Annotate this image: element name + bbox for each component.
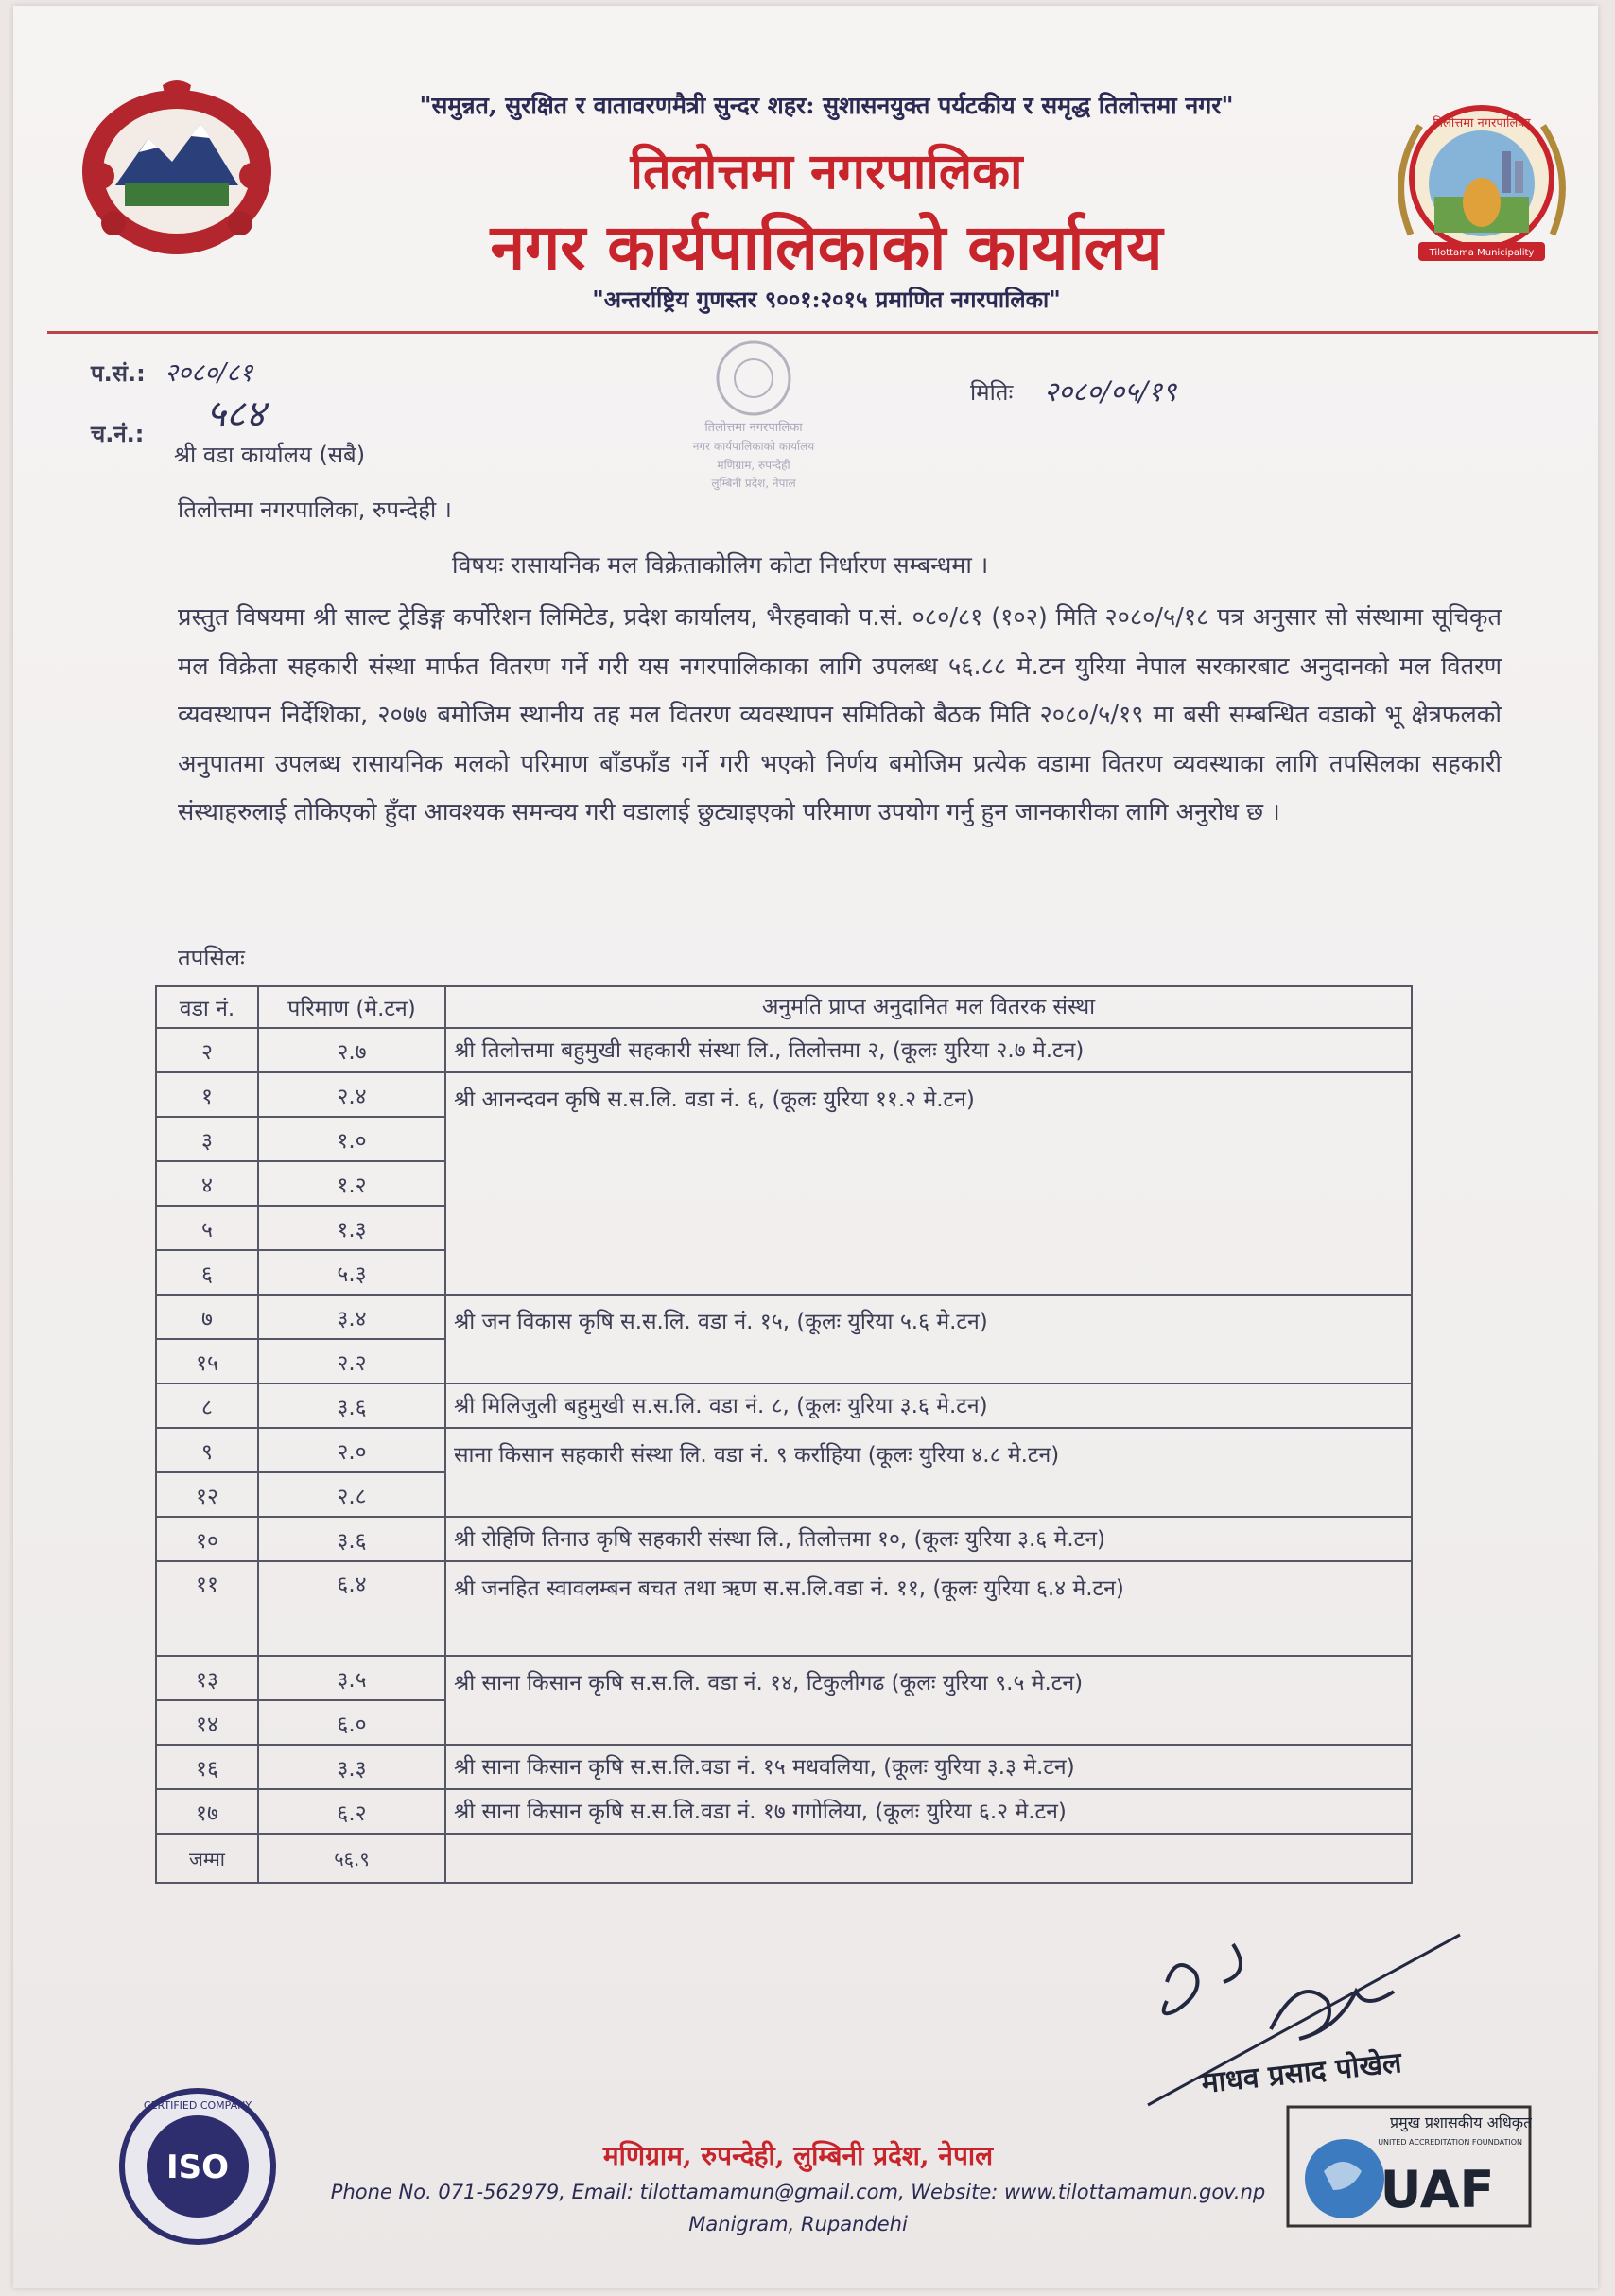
total-value: ५६.९ xyxy=(258,1834,445,1883)
header-ward: वडा नं. xyxy=(156,986,258,1028)
distributor-cell: श्री साना किसान कृषि स.स.लि.वडा नं. १५ मधवलिया, (कूलः युरिया ३.३ मे.टन) xyxy=(445,1745,1412,1789)
ward-cell: १२ xyxy=(156,1472,258,1517)
iso-ring-text: CERTIFIED COMPANY xyxy=(143,2099,252,2112)
logo-caption: तिलोत्तमा नगरपालिका xyxy=(1433,116,1531,130)
iso-certified-badge-icon xyxy=(117,2086,278,2247)
distributor-cell: श्री आनन्दवन कृषि स.स.लि. वडा नं. ६, (कूलः युरिया ११.२ मे.टन) xyxy=(445,1072,1412,1295)
distribution-table xyxy=(155,985,1413,1884)
header-distributor: अनुमति प्राप्त अनुदानित मल वितरक संस्था xyxy=(445,986,1412,1028)
iso-certification-line: "अन्तर्राष्ट्रिय गुणस्तर ९००१:२०१५ प्रमाणित नगरपालिका" xyxy=(592,286,1061,313)
qty-cell: ६.० xyxy=(258,1700,445,1745)
municipality-name: तिलोत्तमा नगरपालिका xyxy=(630,143,1023,200)
table-row xyxy=(156,1072,1412,1117)
qty-cell: १.२ xyxy=(258,1161,445,1206)
table-row xyxy=(156,1428,1412,1472)
ward-cell: ११ xyxy=(156,1561,258,1656)
ward-cell: १० xyxy=(156,1517,258,1561)
signatory-title: प्रमुख प्रशासकीय अधिकृत xyxy=(1390,2113,1532,2131)
qty-cell: १.० xyxy=(258,1117,445,1161)
signatory-name: माधव प्रसाद पोखेल xyxy=(1199,2045,1403,2100)
table-row xyxy=(156,1028,1412,1072)
stamp-line2: नगर कार्यपालिकाको कार्यालय xyxy=(692,440,815,453)
qty-cell: ३.३ xyxy=(258,1745,445,1789)
table-row xyxy=(156,1745,1412,1789)
qty-cell: १.३ xyxy=(258,1206,445,1250)
office-name: नगर कार्यपालिकाको कार्यालय xyxy=(490,210,1163,284)
ward-cell: १४ xyxy=(156,1700,258,1745)
ward-cell: ७ xyxy=(156,1295,258,1339)
ward-cell: ५ xyxy=(156,1206,258,1250)
distributor-cell: श्री जनहित स्वावलम्बन बचत तथा ऋण स.स.लि.वडा नं. ११, (कूलः युरिया ६.४ मे.टन) xyxy=(445,1561,1412,1656)
stamp-line3: मणिग्राम, रुपन्देही xyxy=(717,459,790,472)
qty-cell: ३.४ xyxy=(258,1295,445,1339)
ward-cell: १६ xyxy=(156,1745,258,1789)
qty-cell: ३.५ xyxy=(258,1656,445,1700)
table-row xyxy=(156,1517,1412,1561)
qty-cell: २.२ xyxy=(258,1339,445,1383)
footer-contact: Phone No. 071-562979, Email: tilottamamun@gmail.com, Website: www.tilottamamun.gov.np xyxy=(330,2181,1266,2203)
footer-city: Manigram, Rupandehi xyxy=(688,2213,908,2235)
table-total-row xyxy=(156,1834,1412,1883)
qty-cell: २.० xyxy=(258,1428,445,1472)
ref-label: प.सं.: xyxy=(91,360,146,387)
uaf-text: UAF xyxy=(1380,2160,1495,2219)
distributor-cell: श्री साना किसान कृषि स.स.लि.वडा नं. १७ गगोलिया, (कूलः युरिया ६.२ मे.टन) xyxy=(445,1789,1412,1834)
qty-cell: ३.६ xyxy=(258,1383,445,1428)
table-row xyxy=(156,1383,1412,1428)
footer-address: मणिग्राम, रुपन्देही, लुम्बिनी प्रदेश, नेपाल xyxy=(602,2140,994,2171)
table-row xyxy=(156,1656,1412,1700)
distributor-cell: श्री रोहिणि तिनाउ कृषि सहकारी संस्था लि., तिलोत्तमा १०, (कूलः युरिया ३.६ मे.टन) xyxy=(445,1517,1412,1561)
schedule-label: तपसिलः xyxy=(178,945,245,971)
ward-cell: १ xyxy=(156,1072,258,1117)
distributor-cell: श्री साना किसान कृषि स.स.लि. वडा नं. १४, टिकुलीगढ (कूलः युरिया ९.५ मे.टन) xyxy=(445,1656,1412,1745)
distributor-cell: श्री मिलिजुली बहुमुखी स.स.लि. वडा नं. ८, (कूलः युरिया ३.६ मे.टन) xyxy=(445,1383,1412,1428)
letter-sheet xyxy=(13,6,1598,2288)
letter-body: प्रस्तुत विषयमा श्री साल्ट ट्रेडिङ्ग कर्पोरेशन लिमिटेड, प्रदेश कार्यालय, भैरहवाको प.सं. ०८०/८१ (१०२) मिति २०८०/५/१८ पत्र अनुसार सो संस्थामा सूचिकृत मल विक्रेता सहकारी संस्था मार्फत वितरण गर्ने गरी यस नगरपालिकाका लागि उपलब्ध ५६.८८ मे.टन युरिया नेपाल सरकारबाट अनुदानको मल वितरण व्यवस्थापन निर्देशिका, २०७७ बमोजिम स्थानीय तह मल वितरण व्यवस्थापन समितिको बैठक मिति २०८०/५/१९ मा बसी सम्बन्धित वडाको भू क्षेत्रफलको अनुपातमा उपलब्ध रासायनिक मलको परिमाण बाँडफाँड गर्ने गरी भएको निर्णय बमोजिम प्रत्येक वडामा वितरण व्यवस्थाका लागि तपसिलका सहकारी संस्थाहरुलाई तोकिएको हुँदा आवश्यक समन्वय गरी वडालाई छुट्याइएको परिमाण उपयोग गर्नु हुन जानकारीका लागि अनुरोध छ । xyxy=(178,603,1502,826)
ward-cell: १७ xyxy=(156,1789,258,1834)
table-row xyxy=(156,1789,1412,1834)
qty-cell: ३.६ xyxy=(258,1517,445,1561)
ward-cell: ९ xyxy=(156,1428,258,1472)
dispatch-number: ५८४ xyxy=(206,392,266,436)
header-quantity: परिमाण (मे.टन) xyxy=(258,986,445,1028)
distributor-cell: साना किसान सहकारी संस्था लि. वडा नं. ९ कर्राहिया (कूलः युरिया ४.८ मे.टन) xyxy=(445,1428,1412,1517)
ward-cell: २ xyxy=(156,1028,258,1072)
distributor-cell: श्री तिलोत्तमा बहुमुखी सहकारी संस्था लि., तिलोत्तमा २, (कूलः युरिया २.७ मे.टन) xyxy=(445,1028,1412,1072)
uaf-subtext: UNITED ACCREDITATION FOUNDATION xyxy=(1378,2138,1522,2147)
distributor-cell: श्री जन विकास कृषि स.स.लि. वडा नं. १५, (कूलः युरिया ५.६ मे.टन) xyxy=(445,1295,1412,1383)
ward-cell: ६ xyxy=(156,1250,258,1295)
total-empty-cell xyxy=(445,1834,1412,1883)
table-row xyxy=(156,1561,1412,1656)
recipient-line1: श्री वडा कार्यालय (सबै) xyxy=(174,442,366,468)
qty-cell: २.४ xyxy=(258,1072,445,1117)
letter-subject: विषयः रासायनिक मल विक्रेताकोलिग कोटा निर्धारण सम्बन्धमा । xyxy=(452,551,989,579)
logo-ribbon-text: Tilottama Municipality xyxy=(1429,248,1535,258)
ward-cell: १३ xyxy=(156,1656,258,1700)
date-label: मितिः xyxy=(970,379,1014,406)
qty-cell: ५.३ xyxy=(258,1250,445,1295)
ward-cell: १५ xyxy=(156,1339,258,1383)
ref-value: २०८०/८१ xyxy=(165,358,253,388)
qty-cell: २.८ xyxy=(258,1472,445,1517)
uaf-accreditation-logo-icon xyxy=(1286,2105,1532,2228)
dispatch-label: च.नं.: xyxy=(91,421,145,447)
recipient-line2: तिलोत्तमा नगरपालिका, रुपन्देही । xyxy=(178,496,452,523)
nepal-emblem-icon xyxy=(68,72,286,261)
ward-cell: ३ xyxy=(156,1117,258,1161)
qty-cell: २.७ xyxy=(258,1028,445,1072)
iso-text: ISO xyxy=(165,2148,230,2186)
tilottama-logo-icon xyxy=(1382,93,1581,272)
table-row xyxy=(156,1295,1412,1339)
qty-cell: ६.४ xyxy=(258,1561,445,1656)
ward-cell: ४ xyxy=(156,1161,258,1206)
table-header-row xyxy=(156,986,1412,1028)
ward-cell: ८ xyxy=(156,1383,258,1428)
office-stamp-icon xyxy=(645,333,862,503)
total-label: जम्मा xyxy=(156,1834,258,1883)
municipal-motto: "समुन्नत, सुरक्षित र वातावरणमैत्री सुन्दर शहर: सुशासनयुक्त पर्यटकीय र समृद्ध तिलोत्तमा नगर" xyxy=(419,92,1234,119)
qty-cell: ६.२ xyxy=(258,1789,445,1834)
date-value: २०८०/०५/१९ xyxy=(1044,375,1177,408)
stamp-line1: तिलोत्तमा नगरपालिका xyxy=(704,421,803,435)
stamp-line4: लुम्बिनी प्रदेश, नेपाल xyxy=(711,477,796,490)
